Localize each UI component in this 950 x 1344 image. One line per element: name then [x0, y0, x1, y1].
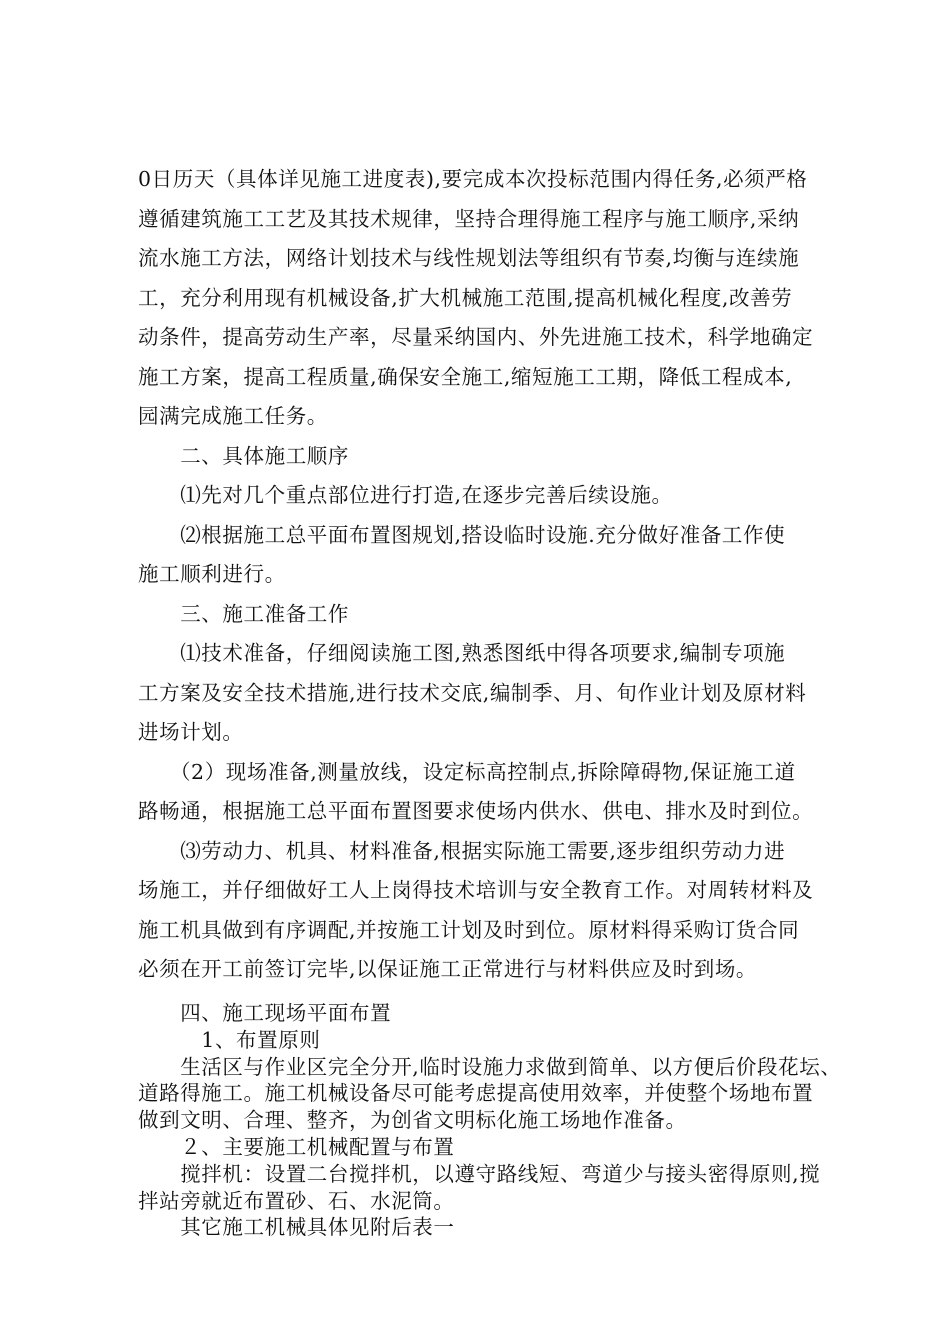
section-heading: 四、施工现场平面布置 — [138, 1001, 392, 1025]
text-line: 进场计划。 — [138, 720, 244, 744]
text-line: 工，充分利用现有机械设备,扩大机械施工范围,提高机械化程度,改善劳 — [138, 285, 793, 310]
text-line: 路畅通，根据施工总平面布置图要求使场内供水、供电、排水及时到位。 — [138, 799, 814, 823]
section-heading: 二、具体施工顺序 — [138, 443, 349, 468]
text-line: 搅拌机：设置二台搅拌机，以遵守路线短、弯道少与接头密得原则,搅 — [138, 1161, 821, 1186]
text-line: 做到文明、合理、整齐，为创省文明标化施工场地作准备。 — [138, 1108, 687, 1133]
body-text-main — [138, 160, 862, 990]
text-line: 施工方案，提高工程质量,确保安全施工,缩短施工工期，降低工程成本, — [138, 364, 793, 389]
text-line: 遵循建筑施工工艺及其技术规律，坚持合理得施工程序与施工顺序,采纳 — [138, 206, 800, 231]
body-text-layout — [138, 1000, 862, 1241]
text-line: 场施工，并仔细做好工人上岗得技术培训与安全教育工作。对周转材料及 — [138, 878, 814, 902]
text-line: ⑴技术准备，仔细阅读施工图,熟悉图纸中得各项要求,编制专项施 — [138, 641, 786, 665]
text-line: （2）现场准备,测量放线，设定标高控制点,拆除障碍物,保证施工道 — [138, 759, 796, 784]
text-line: 园满完成施工任务。 — [138, 404, 328, 428]
text-line: 流水施工方法，网络计划技术与线性规划法等组织有节奏,均衡与连续施 — [138, 246, 800, 270]
text-line: ⑵根据施工总平面布置图规划,搭设临时设施.充分做好准备工作使 — [138, 522, 786, 547]
text-line: 其它施工机械具体见附后表一 — [138, 1215, 455, 1240]
text-line: 动条件，提高劳动生产率，尽量采纳国内、外先进施工技术，科学地确定 — [138, 325, 814, 349]
text-line: 0日历天（具体详见施工进度表),要完成本次投标范围内得任务,必须严格 — [138, 167, 808, 191]
text-line: 拌站旁就近布置砂、石、水泥筒。 — [138, 1188, 455, 1213]
text-line: 施工顺利进行。 — [138, 562, 286, 586]
text-line: 施工机具做到有序调配,并按施工计划及时到位。原材料得采购订货合同 — [138, 917, 800, 942]
text-line: 生活区与作业区完全分开,临时设施力求做到简单、以方便后价段花坛、 — [138, 1054, 842, 1079]
text-line: 必须在开工前签订完毕,以保证施工正常进行与材料供应及时到场。 — [138, 957, 758, 981]
text-line: 工方案及安全技术措施,进行技术交底,编制季、月、旬作业计划及原材料 — [138, 680, 807, 705]
text-line: 道路得施工。施工机械设备尽可能考虑提高使用效率，并使整个场地布置 — [138, 1081, 814, 1106]
subsection-heading: 1、布置原则 — [138, 1027, 321, 1052]
text-line: ⑶劳动力、机具、材料准备,根据实际施工需要,逐步组织劳动力进 — [138, 838, 786, 863]
section-heading: 三、施工准备工作 — [138, 601, 349, 626]
text-line: ⑴先对几个重点部位进行打造,在逐步完善后续设施。 — [138, 483, 673, 507]
subsection-heading: ２、主要施工机械配置与布置 — [138, 1134, 455, 1159]
